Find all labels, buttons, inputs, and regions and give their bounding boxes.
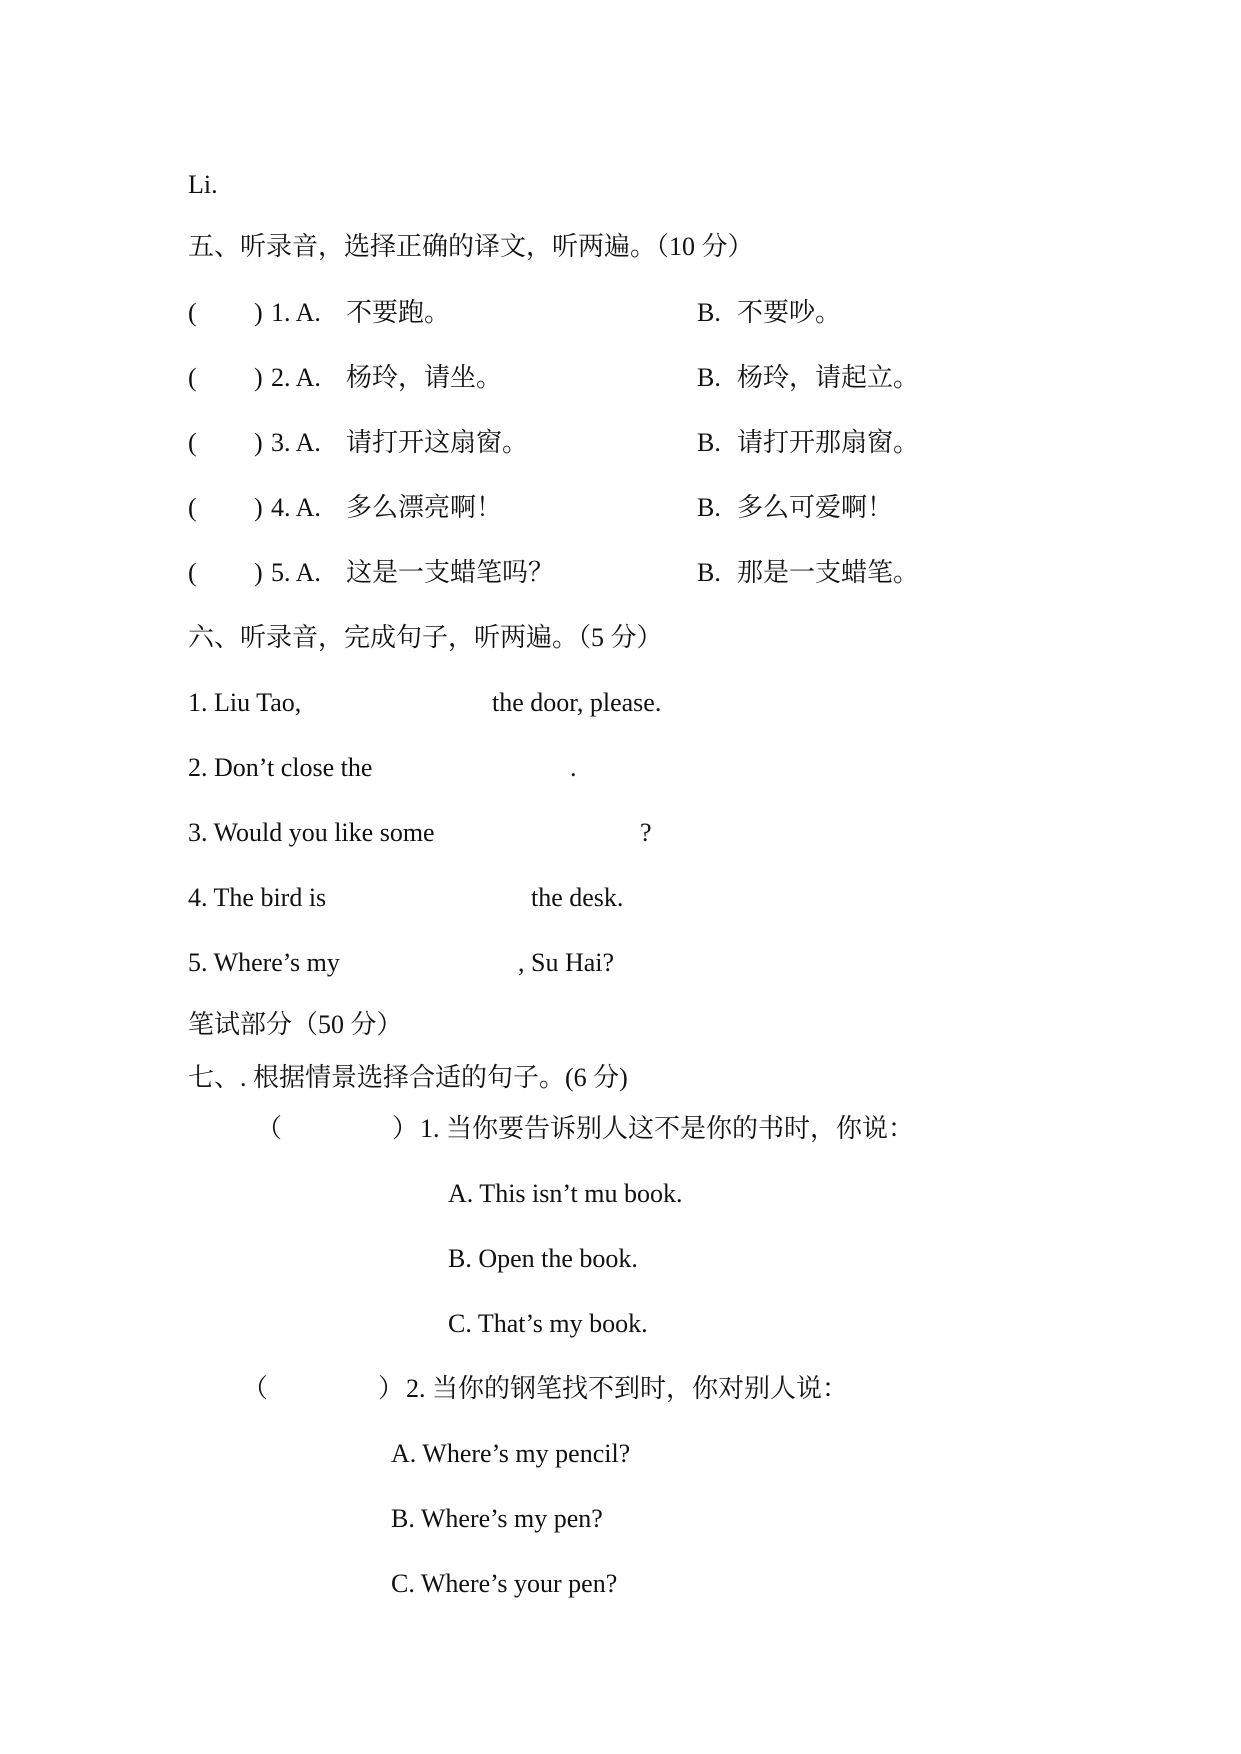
sentence-end: ? <box>640 818 652 847</box>
sentence-end: the door, please. <box>492 688 662 717</box>
sentence-end: , Su Hai? <box>518 948 615 977</box>
item-number: 1. A. <box>271 298 321 327</box>
option-b-text: 请打开那扇窗。 <box>737 428 920 457</box>
answer-paren-open: ( <box>188 493 197 522</box>
sentence-end: . <box>570 753 577 782</box>
sentence-start: 4. The bird is <box>188 883 327 912</box>
answer-paren-open: ( <box>188 558 197 587</box>
section5-heading: 五、听录音，选择正确的译文，听两遍。（10 分） <box>188 232 754 261</box>
answer-paren-close: ) <box>254 363 263 392</box>
option-a-text: 请打开这扇窗。 <box>346 428 529 457</box>
sentence-end: the desk. <box>531 883 624 912</box>
question-prompt: 2. 当你的钢笔找不到时，你对别人说： <box>406 1374 849 1403</box>
answer-paren-close: ） <box>378 1374 405 1403</box>
option-b-label: B. <box>697 558 721 587</box>
item-number: 5. A. <box>271 558 321 587</box>
option-b: B. Where’s my pen? <box>391 1504 603 1533</box>
option-c: C. Where’s your pen? <box>391 1569 618 1598</box>
section7-heading: 七、. 根据情景选择合适的句子。(6 分) <box>188 1063 628 1092</box>
option-a-text: 这是一支蜡笔吗？ <box>346 558 555 587</box>
item-number: 4. A. <box>271 493 321 522</box>
answer-paren-open: ( <box>188 298 197 327</box>
option-c: C. That’s my book. <box>448 1309 648 1338</box>
sentence-start: 3. Would you like some <box>188 818 435 847</box>
option-b-label: B. <box>697 428 721 457</box>
item-number: 3. A. <box>271 428 321 457</box>
option-b: B. Open the book. <box>448 1244 638 1273</box>
option-a: A. This isn’t mu book. <box>448 1179 683 1208</box>
option-a: A. Where’s my pencil? <box>391 1439 631 1468</box>
option-b-text: 杨玲，请起立。 <box>737 363 920 392</box>
answer-paren-close: ） <box>392 1114 419 1143</box>
section6-heading: 六、听录音，完成句子，听两遍。（5 分） <box>188 623 663 652</box>
option-b-text: 那是一支蜡笔。 <box>737 558 920 587</box>
answer-paren-close: ) <box>254 493 263 522</box>
sentence-start: 2. Don’t close the <box>188 753 373 782</box>
option-a-text: 杨玲，请坐。 <box>346 363 503 392</box>
option-b-text: 多么可爱啊！ <box>737 493 894 522</box>
answer-paren-close: ) <box>254 298 263 327</box>
option-b-label: B. <box>697 493 721 522</box>
option-a-text: 不要跑。 <box>346 298 451 327</box>
sentence-start: 5. Where’s my <box>188 948 340 977</box>
answer-paren-open: （ <box>242 1374 269 1403</box>
option-b-label: B. <box>697 363 721 392</box>
answer-paren-open: ( <box>188 428 197 457</box>
answer-paren-open: ( <box>188 363 197 392</box>
option-b-label: B. <box>697 298 721 327</box>
item-number: 2. A. <box>271 363 321 392</box>
sentence-start: 1. Liu Tao, <box>188 688 302 717</box>
option-b-text: 不要吵。 <box>737 298 842 327</box>
written-part-heading: 笔试部分（50 分） <box>188 1010 403 1039</box>
answer-paren-open: （ <box>256 1114 283 1143</box>
question-prompt: 1. 当你要告诉别人这不是你的书时，你说： <box>420 1114 915 1143</box>
previous-page-fragment: Li. <box>188 170 218 199</box>
answer-paren-close: ) <box>254 428 263 457</box>
option-a-text: 多么漂亮啊！ <box>346 493 503 522</box>
answer-paren-close: ) <box>254 558 263 587</box>
